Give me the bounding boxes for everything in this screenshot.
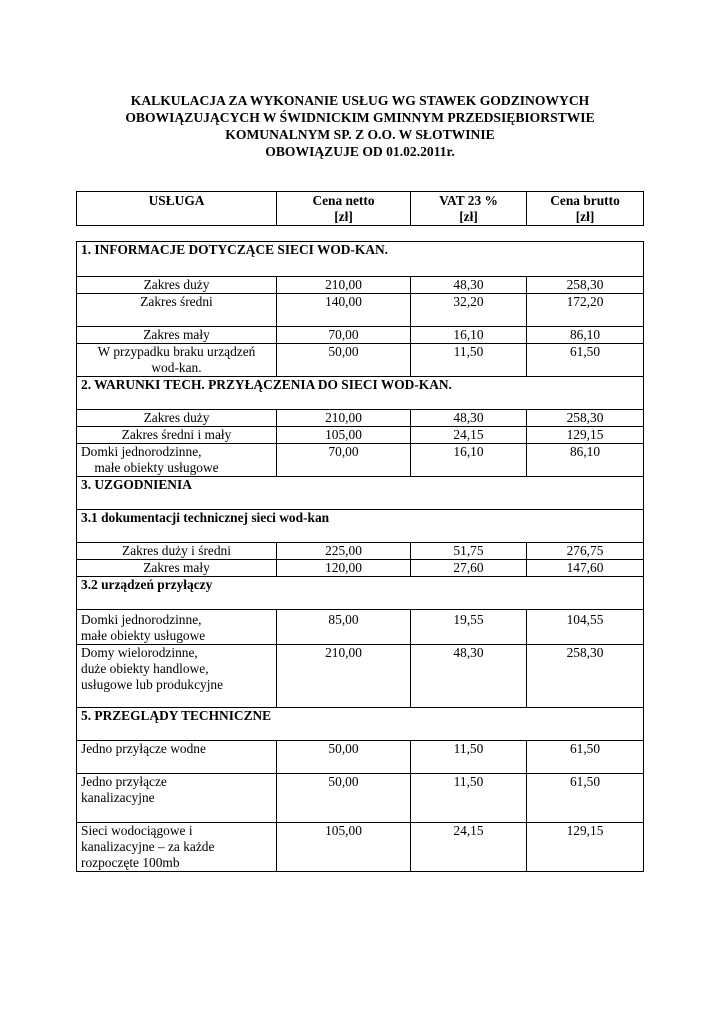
section-header: [77, 708, 644, 741]
service-cell: Domy wielorodzinne, duże obiekty handlowe, usługowe lub produkcyjne: [77, 645, 277, 708]
header-netto: Cena netto [zł]: [277, 192, 411, 226]
service-cell: Domki jednorodzinne, małe obiekty usługowe: [77, 610, 277, 645]
service-cell: Zakres duży: [77, 277, 277, 294]
netto-cell: 105,00: [277, 823, 411, 872]
section-title: 5. PRZEGLĄDY TECHNICZNE: [77, 708, 644, 741]
table-row: [77, 427, 644, 444]
brutto-cell: 147,60: [527, 560, 644, 577]
service-cell: Sieci wodociągowe i kanalizacyjne – za każde rozpoczęte 100mb: [77, 823, 277, 872]
service-cell: Zakres średni: [77, 294, 277, 327]
netto-cell: 210,00: [277, 277, 411, 294]
subsection-title: 3.2 urządzeń przyłączy: [77, 577, 644, 610]
netto-cell: 50,00: [277, 774, 411, 823]
vat-cell: 16,10: [411, 444, 527, 477]
netto-cell: 210,00: [277, 645, 411, 708]
table-row: [77, 344, 644, 377]
brutto-cell: 129,15: [527, 823, 644, 872]
brutto-cell: 86,10: [527, 327, 644, 344]
service-cell: Zakres duży: [77, 410, 277, 427]
subsection-header: [77, 510, 644, 543]
brutto-cell: 172,20: [527, 294, 644, 327]
netto-cell: 50,00: [277, 741, 411, 774]
section-header: [77, 377, 644, 410]
table-row: [77, 327, 644, 344]
table-row: [77, 294, 644, 327]
header-row: [77, 192, 644, 226]
title-line-2: OBOWIĄZUJĄCYCH W ŚWIDNICKIM GMINNYM PRZEDSIĘBIORSTWIE: [125, 110, 595, 125]
vat-cell: 51,75: [411, 543, 527, 560]
vat-cell: 11,50: [411, 774, 527, 823]
section-header: [77, 477, 644, 510]
vat-cell: 48,30: [411, 277, 527, 294]
vat-cell: 48,30: [411, 645, 527, 708]
brutto-cell: 258,30: [527, 645, 644, 708]
service-cell: Zakres średni i mały: [77, 427, 277, 444]
header-table: [76, 191, 644, 226]
section-title: 2. WARUNKI TECH. PRZYŁĄCZENIA DO SIECI WOD-KAN.: [77, 377, 644, 410]
price-table: [76, 241, 644, 872]
netto-cell: 105,00: [277, 427, 411, 444]
section-header: [77, 242, 644, 277]
vat-cell: 24,15: [411, 427, 527, 444]
section-title: 3. UZGODNIENIA: [77, 477, 644, 510]
header-brutto: Cena brutto [zł]: [527, 192, 644, 226]
table-row: [77, 741, 644, 774]
vat-cell: 32,20: [411, 294, 527, 327]
title-line-4: OBOWIĄZUJE OD 01.02.2011r.: [265, 144, 455, 159]
brutto-cell: 61,50: [527, 774, 644, 823]
brutto-cell: 104,55: [527, 610, 644, 645]
title-line-1: KALKULACJA ZA WYKONANIE USŁUG WG STAWEK GODZINOWYCH: [130, 93, 590, 108]
brutto-cell: 276,75: [527, 543, 644, 560]
service-cell: Zakres mały: [77, 560, 277, 577]
service-cell: Zakres duży i średni: [77, 543, 277, 560]
vat-cell: 24,15: [411, 823, 527, 872]
vat-cell: 27,60: [411, 560, 527, 577]
header-vat: VAT 23 % [zł]: [411, 192, 527, 226]
vat-cell: 48,30: [411, 410, 527, 427]
netto-cell: 70,00: [277, 327, 411, 344]
vat-cell: 11,50: [411, 344, 527, 377]
brutto-cell: 61,50: [527, 344, 644, 377]
netto-cell: 140,00: [277, 294, 411, 327]
table-row: [77, 277, 644, 294]
brutto-cell: 258,30: [527, 410, 644, 427]
table-row: [77, 444, 644, 477]
brutto-cell: 129,15: [527, 427, 644, 444]
netto-cell: 225,00: [277, 543, 411, 560]
document-title: [76, 92, 644, 160]
netto-cell: 50,00: [277, 344, 411, 377]
subsection-header: [77, 577, 644, 610]
table-row: [77, 645, 644, 708]
section-title: 1. INFORMACJE DOTYCZĄCE SIECI WOD-KAN.: [77, 242, 644, 277]
table-row: [77, 823, 644, 872]
subsection-title: 3.1 dokumentacji technicznej sieci wod-kan: [77, 510, 644, 543]
netto-cell: 70,00: [277, 444, 411, 477]
brutto-cell: 86,10: [527, 444, 644, 477]
netto-cell: 120,00: [277, 560, 411, 577]
service-cell: W przypadku braku urządzeń wod-kan.: [77, 344, 277, 377]
service-cell: Jedno przyłącze wodne: [77, 741, 277, 774]
table-row: [77, 610, 644, 645]
vat-cell: 11,50: [411, 741, 527, 774]
vat-cell: 16,10: [411, 327, 527, 344]
service-cell: Zakres mały: [77, 327, 277, 344]
table-row: [77, 774, 644, 823]
brutto-cell: 258,30: [527, 277, 644, 294]
title-line-3: KOMUNALNYM SP. Z O.O. W SŁOTWINIE: [225, 127, 495, 142]
netto-cell: 210,00: [277, 410, 411, 427]
table-row: [77, 410, 644, 427]
header-service: USŁUGA: [77, 192, 277, 226]
service-cell: Jedno przyłącze kanalizacyjne: [77, 774, 277, 823]
service-cell: Domki jednorodzinne, małe obiekty usługowe: [77, 444, 277, 477]
table-row: [77, 560, 644, 577]
vat-cell: 19,55: [411, 610, 527, 645]
brutto-cell: 61,50: [527, 741, 644, 774]
table-row: [77, 543, 644, 560]
netto-cell: 85,00: [277, 610, 411, 645]
